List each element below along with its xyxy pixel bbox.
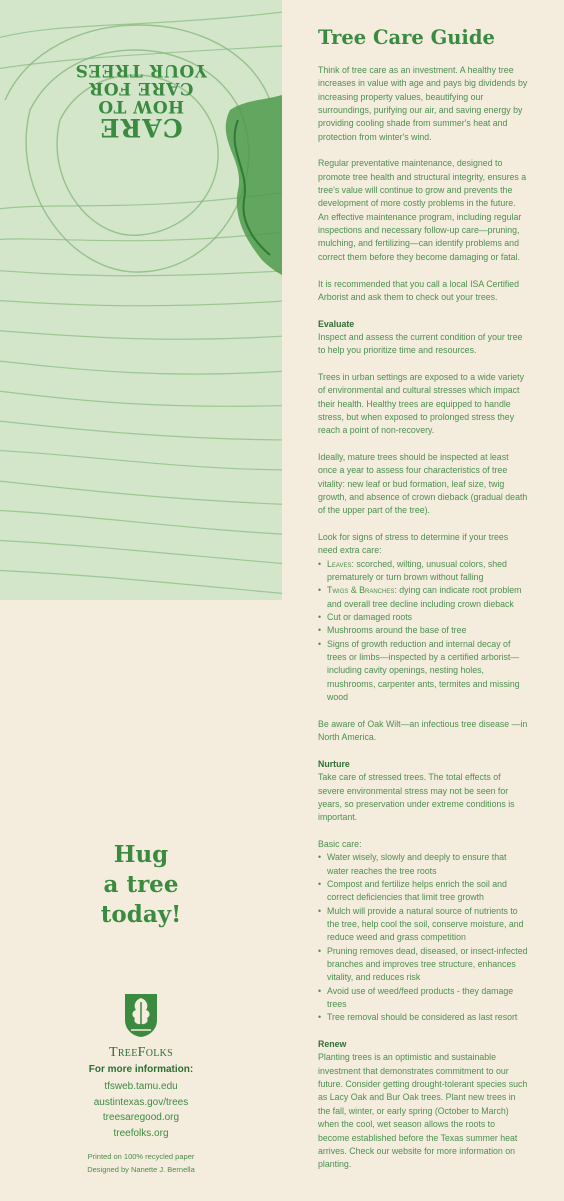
basic-care-intro: Basic care:	[318, 838, 362, 849]
bullet-text: Signs of growth reduction and internal decay of trees or limbs—inspected by a certified arborist—including cavity openings, nesting holes, mushrooms, carpenter ants, termites and missing wood	[327, 638, 520, 703]
bullet-text: Mushrooms around the base of tree	[327, 625, 467, 636]
credit-designer: Designed by Nanette J. Bernella	[87, 1165, 195, 1174]
bullet-text: dying can indicate root problem and overall tree decline including crown dieback	[327, 585, 522, 609]
cover-title-care: CARE	[99, 112, 183, 142]
basic-care-list	[318, 851, 528, 1024]
credits	[0, 1150, 282, 1176]
cover-title-line4: YOUR TREES	[75, 59, 207, 80]
cover-title-line3: CARE FOR	[88, 77, 194, 98]
list-item: • Water wisely, slowly and deeply to ensure that water reaches the tree roots	[318, 851, 528, 878]
bullet-label-twigs: Twigs & Branches:	[327, 585, 397, 596]
credit-recycled: Printed on 100% recycled paper	[87, 1152, 195, 1161]
more-info-block	[0, 1064, 282, 1141]
slogan-line-2: a tree	[103, 870, 179, 898]
slogan-line-3: today!	[100, 900, 182, 928]
more-info-heading: For more information:	[88, 1064, 194, 1075]
info-link-austintexas[interactable]: austintexas.gov/trees	[93, 1096, 189, 1108]
info-link-treesaregood[interactable]: treesaregood.org	[102, 1112, 180, 1123]
renew-paragraph: Planting trees is an optimistic and sustainable investment that demonstrates commitment to our future. Consider getting drought-tolerant species such as Lacy Oak and Bur Oak trees. Plant new trees in the fall, winter, or early spring (October to March) when the cool, wet season allows the roots to become established before the Texas summer heat arrives. Check our website for more information on planting.	[318, 1052, 528, 1170]
bullet-label-leaves: Leaves:	[327, 558, 354, 569]
evaluate-paragraph-2: Trees in urban settings are exposed to a wide variety of environmental and cultural stresses which impact their health. Healthy trees are equipped to handle stress, but when exposed to prolonged stress they reach a point of non-recovery.	[318, 371, 525, 436]
oak-wilt-note: Be aware of Oak Wilt—an infectious tree disease —in North America.	[318, 718, 528, 743]
bullet-text: Cut or damaged roots	[327, 612, 413, 623]
evaluate-paragraph-1: Inspect and assess the current condition of your tree to help you prioritize time and resources.	[318, 331, 523, 356]
evaluate-heading: Evaluate	[318, 318, 355, 329]
cover-title-line2: HOW TO	[97, 95, 185, 116]
nurture-paragraph: Take care of stressed trees. The total effects of severe environmental stress may not be seen for years, so preservation under extreme conditions is important.	[318, 772, 515, 823]
stress-signs-list	[318, 558, 528, 705]
intro-paragraph-3: It is recommended that you call a local ISA Certified Arborist and ask them to check out your trees.	[318, 278, 519, 302]
info-link-tfsweb[interactable]: tfsweb.tamu.edu	[104, 1081, 178, 1092]
evaluate-paragraph-3: Ideally, mature trees should be inspected at least once a year to assess four characteristics of tree vitality: new leaf or bud formation, leaf size, twig growth, and absence of crown dieback (gradual death of the upper part of the tree).	[318, 451, 528, 516]
stress-list-intro: Look for signs of stress to determine if your trees need extra care:	[318, 532, 509, 556]
treefolks-wordmark: TreeFolks	[108, 1045, 174, 1060]
intro-paragraph-2: Regular preventative maintenance, designed to promote tree health and structural integrity, ensures a tree's value will continue to grow and prevents the development of more costly problems in the future. An effective maintenance program, including regular inspections and necessary follow-up care—pruning, mulching, and fertilizing—can identify problems and correct them before they become damaging or fatal.	[318, 158, 527, 262]
list-item	[318, 638, 528, 705]
renew-heading: Renew	[318, 1039, 347, 1050]
list-item: • Pruning removes dead, diseased, or insect-infected branches and improves tree structure, enhances vitality, and reduces risk	[318, 945, 528, 985]
list-item: • Tree removal should be considered as last resort	[318, 1011, 528, 1024]
bullet-text: scorched, wilting, unusual colors, shed prematurely or turn brown without falling	[327, 558, 507, 583]
cover-title-inverted	[0, 60, 282, 140]
treefolks-oak-leaf-icon	[123, 990, 159, 1038]
list-item: • Compost and fertilize helps enrich the soil and correct deficiencies that limit tree growth	[318, 878, 528, 905]
treefolks-logo	[0, 990, 282, 1061]
list-item	[318, 611, 528, 624]
info-link-treefolks[interactable]: treefolks.org	[113, 1127, 169, 1139]
nurture-heading: Nurture	[318, 758, 350, 769]
list-item	[318, 584, 528, 611]
guide-body	[318, 64, 528, 1185]
guide-title: Tree Care Guide	[318, 26, 495, 49]
list-item	[318, 624, 528, 637]
intro-paragraph-1: Think of tree care as an investment. A healthy tree increases in value with age and pays big dividends by increasing property values, beautifying our surroundings, purifying our air, and saving energy by providing cooling shade from summer's heat and protection from winter's wind.	[318, 65, 528, 142]
list-item: • Avoid use of weed/feed products - they damage trees	[318, 985, 528, 1012]
list-item: • Mulch will provide a natural source of nutrients to the tree, help cool the soil, conserve moisture, and reduce weed and grass competition	[318, 905, 528, 945]
slogan-line-1: Hug	[113, 841, 169, 868]
hug-a-tree-slogan	[0, 840, 282, 930]
list-item	[318, 558, 528, 585]
